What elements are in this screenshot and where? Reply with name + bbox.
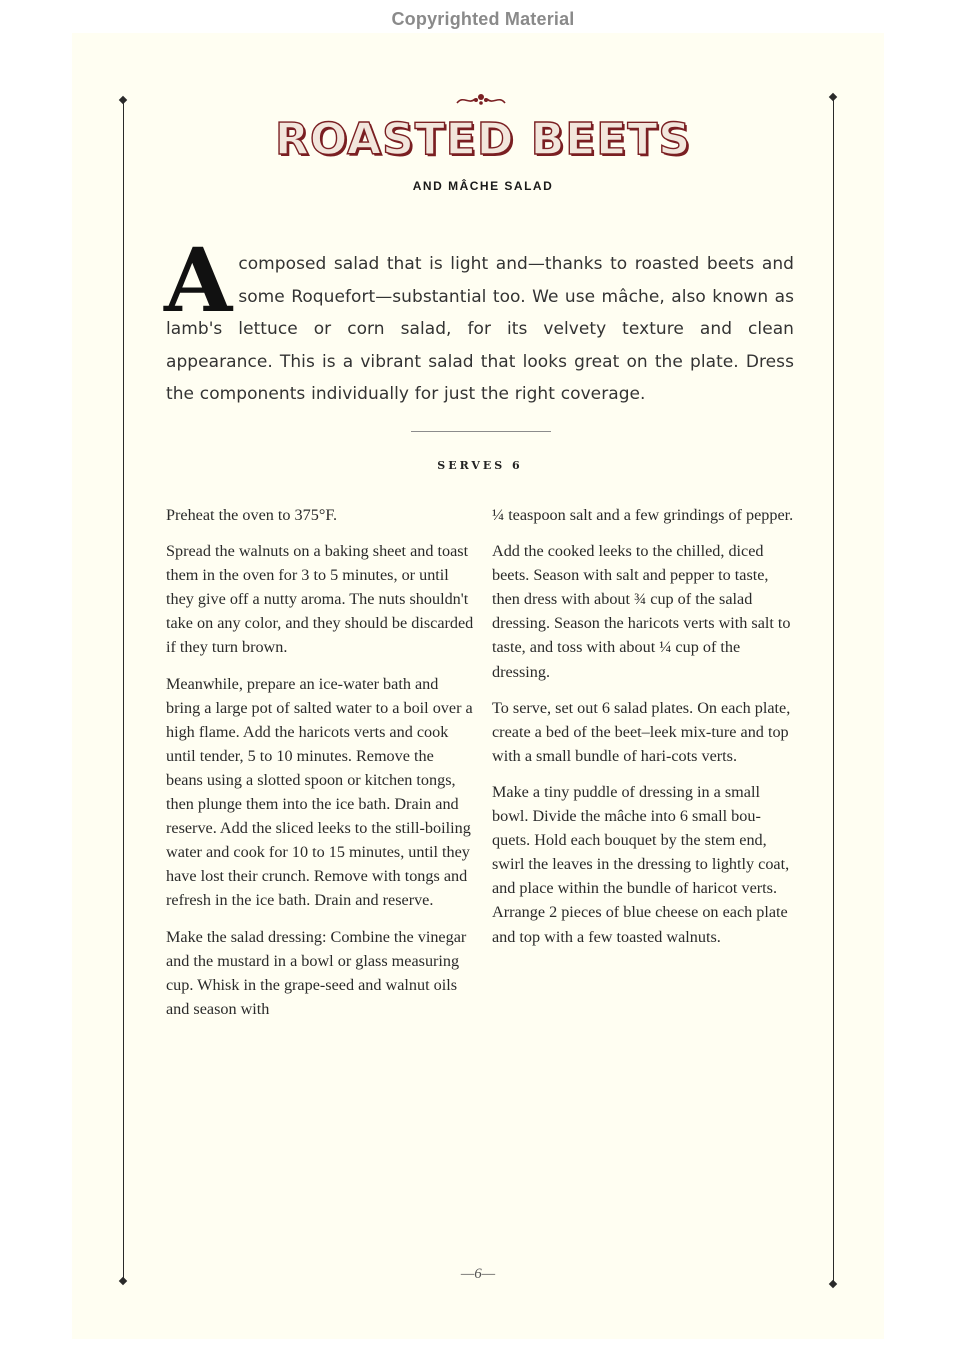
instruction-paragraph: Preheat the oven to 375°F. [166, 506, 338, 524]
instruction-paragraph: ¼ teaspoon salt and a few grindings of pepper. [492, 506, 794, 524]
instruction-paragraph: Make the salad dressing: Combine the vinegar and the mustard in a bowl or glass measuring cup. Whisk in the grape-seed and walnut oils and season with [166, 927, 467, 1018]
instructions-left-column [166, 503, 474, 1033]
serves-label: SERVES 6 [437, 459, 523, 472]
recipe-title: ROASTED BEETS [274, 114, 692, 165]
recipe-introduction [164, 228, 794, 411]
page-number: —6— [460, 1266, 496, 1282]
section-divider [411, 431, 551, 432]
intro-text: composed salad that is light and—thanks to roasted beets and some Roquefort—substantial too. We use mâche, also known as lamb's lettuce or corn salad, for its velvety texture and clean appearance. This is a vibrant salad that looks great on the plate. Dress the components individually for just the right coverage. [166, 254, 794, 405]
instruction-paragraph: Make a tiny puddle of dressing in a small bowl. Divide the mâche into 6 small bou-quets. Hold each bouquet by the stem end, swirl the leaves in the dressing to lightly coat, and place within the bundle of haricot verts. Arrange 2 pieces of blue cheese on each plate and top with a few toasted walnuts. [492, 782, 790, 946]
copyright-watermark: Copyrighted Material [391, 9, 575, 29]
instruction-paragraph: Spread the walnuts on a baking sheet and toast them in the oven for 3 to 5 minutes, or until they give off a nutty aroma. The nuts shouldn't take on any color, and they should be discarded if they turn brown. [166, 542, 474, 657]
instructions-right-column [492, 503, 796, 961]
instruction-paragraph: To serve, set out 6 salad plates. On each plate, create a bed of the beet–leek mix-ture and top with a small bundle of hari-cots verts. [492, 698, 791, 765]
left-border-rule [123, 100, 124, 1282]
instruction-paragraph: Add the cooked leeks to the chilled, diced beets. Season with salt and pepper to taste, then dress with about ¾ cup of the salad dressing. Season the haricots verts with salt to taste, and toss with about ¼ cup of the dressing. [492, 542, 791, 681]
recipe-subtitle: AND MÂCHE SALAD [412, 179, 554, 193]
flourish-ornament-icon [455, 91, 507, 107]
drop-cap: A [164, 228, 233, 332]
instruction-paragraph: Meanwhile, prepare an ice-water bath and bring a large pot of salted water to a boil over a high flame. Add the haricots verts and cook until tender, 5 to 10 minutes. Remove the beans using a slotted spoon or kitchen tongs, then plunge them into the ice bath. Drain and reserve. Add the sliced leeks to the still-boiling water and cook for 10 to 15 minutes, until they have lost their crunch. Remove with tongs and refresh in the ice bath. Drain and reserve. [166, 674, 473, 910]
right-border-rule [833, 97, 834, 1285]
